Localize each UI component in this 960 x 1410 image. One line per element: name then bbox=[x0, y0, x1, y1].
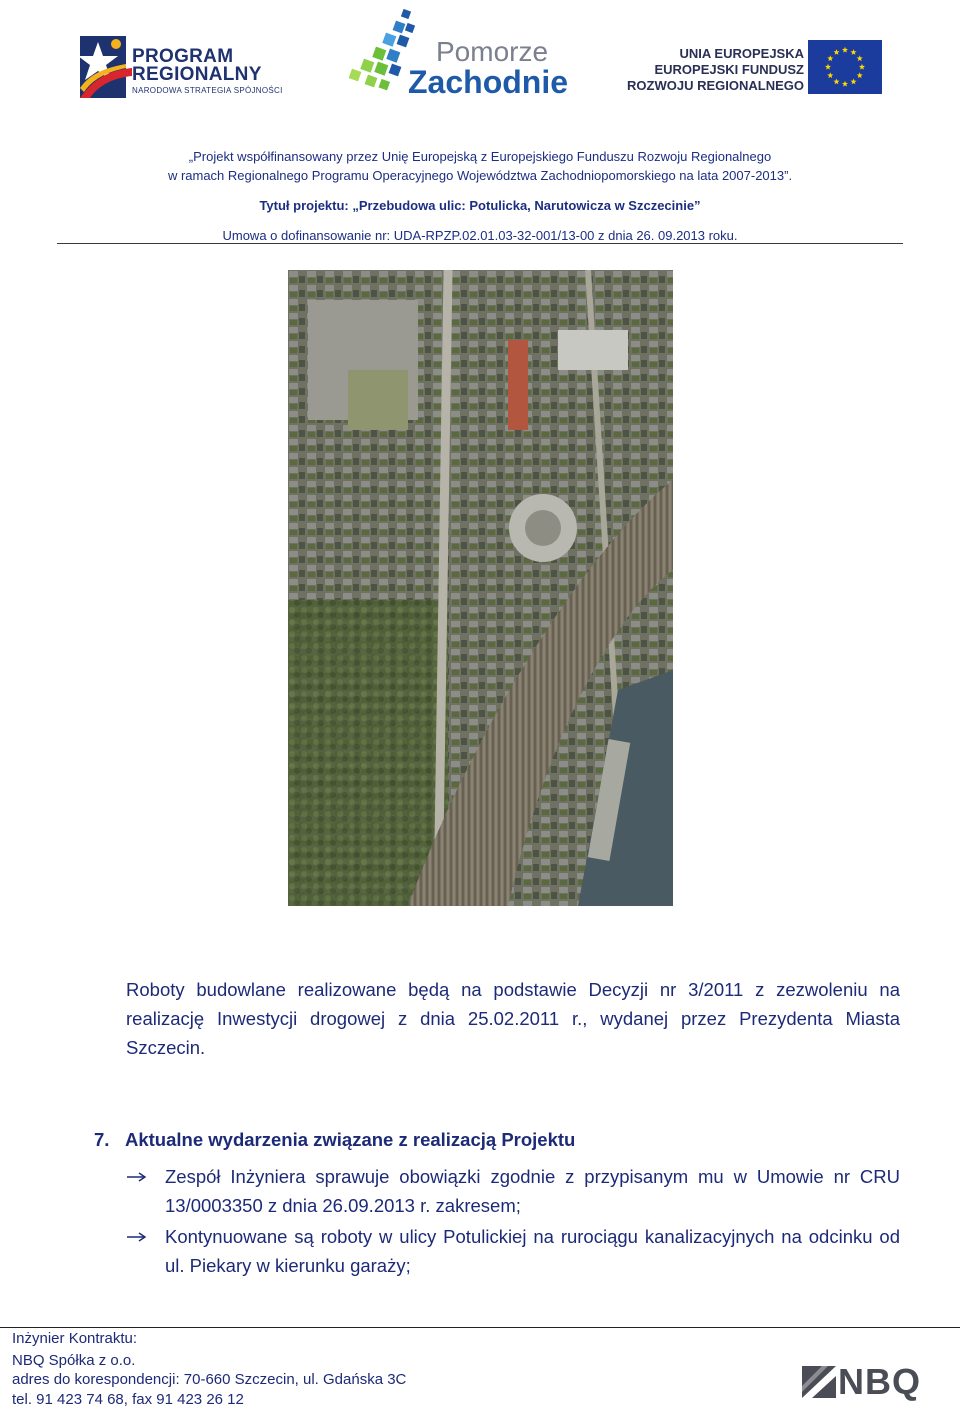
pomorze-text: Pomorze bbox=[436, 36, 549, 67]
section-heading bbox=[94, 1129, 575, 1151]
unia-line2: EUROPEJSKI FUNDUSZ bbox=[654, 62, 804, 77]
footer-engineer-label: Inżynier Kontraktu: bbox=[12, 1330, 138, 1347]
cofinancing-line-2: w ramach Regionalnego Programu Operacyjnego Województwa Zachodniopomorskiego na lata 2007-2013”. bbox=[167, 168, 793, 183]
cofinancing-line-1: „Projekt współfinansowany przez Unię Europejską z Europejskiego Funduszu Rozwoju Regionalnego bbox=[188, 149, 772, 164]
unia-line3: ROZWOJU REGIONALNEGO bbox=[627, 78, 804, 93]
program-regionalny-line1: PROGRAM bbox=[132, 46, 234, 67]
section-title-text: Aktualne wydarzenia związane z realizacją Projektu bbox=[125, 1129, 576, 1150]
footer-company: NBQ Spółka z o.o. bbox=[12, 1352, 136, 1369]
header-divider bbox=[57, 243, 903, 244]
decision-paragraph: Roboty budowlane realizowane będą na podstawie Decyzji nr 3/2011 z zezwoleniu na realizację Inwestycji drogowej z dnia 25.02.2011 r., wydanej przez Prezydenta Miasta Szczecin. bbox=[126, 979, 900, 1058]
footer-divider bbox=[0, 1327, 960, 1328]
eu-flag-icon bbox=[808, 40, 882, 94]
unia-line1: UNIA EUROPEJSKA bbox=[679, 46, 804, 61]
arrow-bullet-icon bbox=[126, 1171, 148, 1183]
contract-line: Umowa o dofinansowanie nr: UDA-RPZP.02.01.03-32-001/13-00 z dnia 26. 09.2013 roku. bbox=[222, 228, 738, 243]
bullet-item: Zespół Inżyniera sprawuje obowiązki zgodnie z przypisanym mu w Umowie nr CRU 13/0003350 z dnia 26.09.2013 r. zakresem; bbox=[165, 1166, 900, 1216]
program-regionalny-line2: REGIONALNY bbox=[132, 64, 262, 85]
pomorze-zachodnie-logo bbox=[344, 8, 574, 100]
footer-phone-fax: tel. 91 423 74 68, fax 91 423 26 12 bbox=[12, 1391, 244, 1408]
arrow-bullet-icon bbox=[126, 1231, 148, 1243]
program-regionalny-emblem-icon bbox=[76, 28, 132, 102]
program-regionalny-logo bbox=[76, 28, 296, 102]
aerial-photo bbox=[288, 270, 673, 906]
footer-address: adres do korespondencji: 70-660 Szczecin, ul. Gdańska 3C bbox=[12, 1371, 407, 1388]
nbq-emblem-icon bbox=[802, 1366, 836, 1398]
program-regionalny-line3: NARODOWA STRATEGIA SPÓJNOŚCI bbox=[132, 86, 283, 95]
nbq-logo bbox=[802, 1361, 932, 1402]
section-number: 7. bbox=[94, 1129, 110, 1150]
nbq-text: NBQ bbox=[838, 1361, 921, 1402]
bullet-item: Kontynuowane są roboty w ulicy Potulickiej na rurociągu kanalizacyjnych na odcinku od ul. Piekary w kierunku garaży; bbox=[165, 1226, 900, 1276]
unia-europejska-logo bbox=[624, 40, 884, 98]
zachodnie-text: Zachodnie bbox=[408, 64, 569, 100]
project-title: Tytuł projektu: „Przebudowa ulic: Potulicka, Narutowicza w Szczecinie” bbox=[259, 198, 701, 213]
